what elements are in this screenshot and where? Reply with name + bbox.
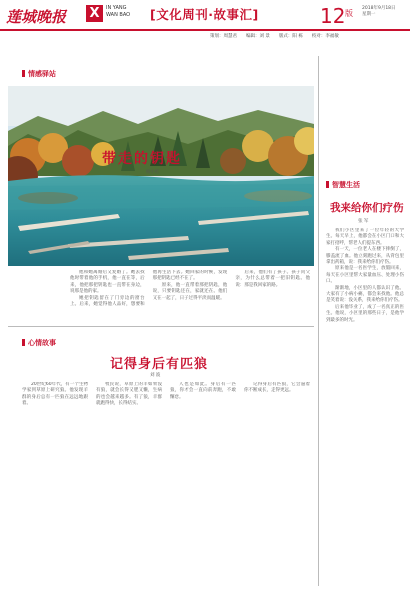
- right-article-byline: 张 军: [358, 219, 369, 224]
- masthead: [0, 0, 410, 44]
- issue-date: [362, 6, 410, 18]
- article-divider: [8, 326, 314, 327]
- right-paragraph: 渐渐地，小区里的人都认识了他。大家有了小病小痛，都会来找他。他总是笑着说：没关系，我来给你们疗伤。: [326, 285, 404, 304]
- right-column-tag: 智慧生活: [326, 180, 360, 190]
- section-title: [文化周刊·故事汇]: [150, 7, 259, 22]
- top-paragraph: 后来，他们有了孩子。孩子问父亲，为什么总带着一把旧钥匙。他说：那是我回家的路。: [235, 270, 310, 288]
- pinyin-line-1: IN YANG: [106, 5, 127, 11]
- top-article-body: [70, 270, 310, 322]
- bottom-paragraph: 20世纪60年代，有一个生物学家到草原上研究狼。他发现羊群的身后总有一匹狼在远远地跟着。: [22, 382, 88, 407]
- right-paragraph: 我们小区里来了一位年轻的大学生。每天早上，他都会在小区门口和大家打招呼，帮老人们提东西。: [326, 228, 404, 246]
- weekday-text: 星期一: [362, 12, 376, 17]
- right-paragraph: 后来他毕业了，成了一名真正的医生。他说，小区里的那些日子，是他学到最多的时光。: [326, 304, 404, 323]
- bottom-paragraph: 人也是如此。身后有一匹狼，你才会一直向前奔跑，不敢懈怠。: [170, 382, 236, 400]
- right-paragraph: 原来他是一名医学生，放假回来，每天在小区里帮大家量血压、处理小伤口。: [326, 266, 404, 285]
- top-article-byline: 杨小红: [146, 170, 160, 175]
- pinyin-line-2: WAN BAO: [106, 12, 131, 18]
- right-paragraph: 有一天，一位老人在楼下摔倒了，膝盖流了血。他立刻跑过来，从背包里拿出药箱，说：我来给你们疗伤。: [326, 247, 404, 266]
- right-article-title: 我来给你们疗伤: [330, 202, 404, 214]
- bottom-article-byline: 刘 波: [150, 373, 161, 378]
- top-paragraph: 她把钥匙留在了门旁边的窗台上。后来，她觉得他人品好，想要和他再生活下去。她回家的时候，发现那把钥匙已经不在了。: [70, 270, 228, 308]
- landscape-photo: [8, 86, 314, 266]
- newspaper-logo: 莲城晚报: [6, 8, 67, 26]
- page-number: 12: [320, 4, 346, 28]
- page-label: 版: [345, 9, 353, 18]
- bottom-paragraph: 记得身后有匹狼，它会逼着你不断成长，走得更远。: [244, 382, 310, 394]
- bottom-column-tag: 心情故事: [22, 338, 56, 348]
- date-text: 2018年9月18日: [362, 6, 396, 11]
- top-paragraph: 他和她离婚后又复婚了。她去找他时带着他的手机，他一直在等，后来，他把那把钥匙也一直带在身边，说那是他的家。: [70, 270, 145, 295]
- bottom-paragraph: 牧民说，草原上的羊如果没有狼，就会长得又肥又懒，生病的也会越来越多。有了狼，羊群就跑得快，长得结实。: [96, 382, 162, 407]
- top-article-title: 带走的钥匙: [102, 151, 182, 167]
- right-article-body: [326, 228, 404, 584]
- logo-pinyin: [106, 5, 136, 19]
- lake-forest-image: [8, 86, 314, 266]
- bottom-article-body: [22, 382, 310, 582]
- top-column-tag: 情感驿站: [22, 69, 56, 79]
- logo-x-badge: X: [86, 5, 103, 22]
- column-divider: [318, 56, 319, 586]
- editor-credits: 策划：周慧君 编辑：刘 景 版式：阳 栋 校对：李福敏: [210, 34, 339, 39]
- bottom-article-title: 记得身后有匹狼: [110, 357, 209, 372]
- masthead-rule: [0, 29, 410, 31]
- top-paragraph: 原来，他一直带着那把钥匙，他说，只要钥匙还在，家就还在。他们又在一起了，日子过得平淡而温暖。: [152, 282, 228, 301]
